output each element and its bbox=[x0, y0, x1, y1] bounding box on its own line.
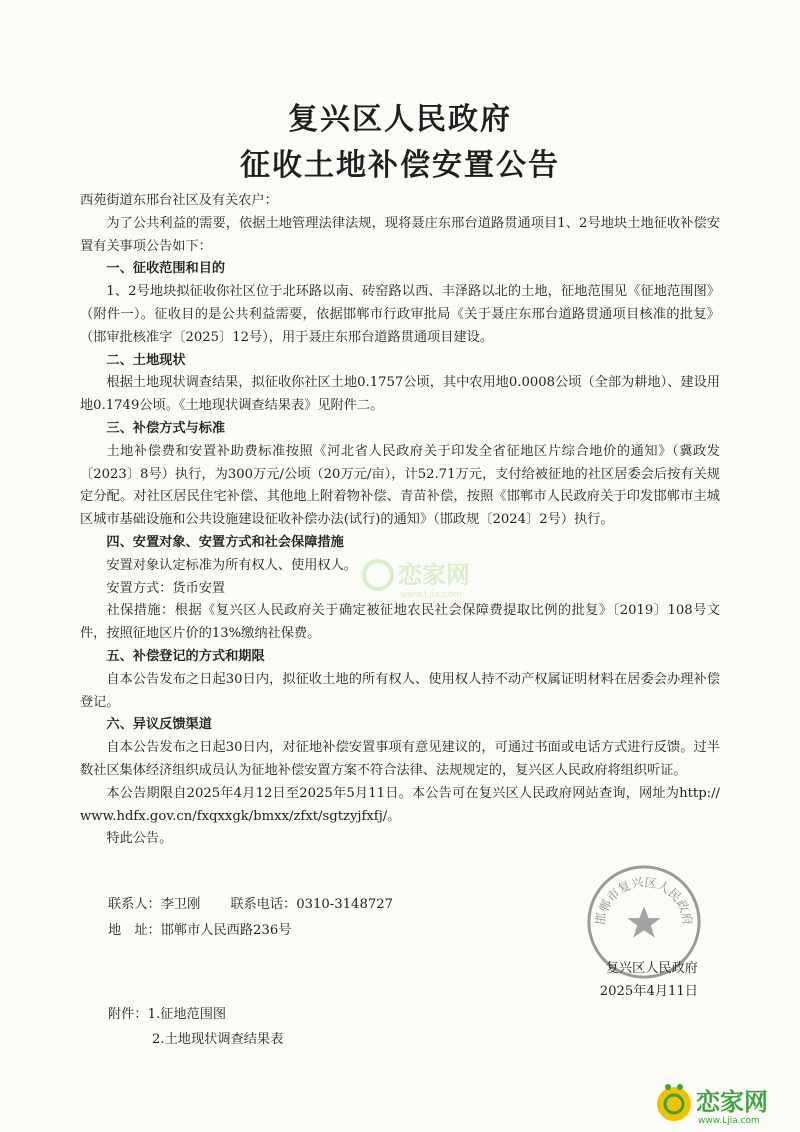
section-heading-3: 三、补偿方式与标准 bbox=[106, 420, 226, 436]
section-1-paragraph: 1、2号地块拟征收你社区位于北环路以南、砖窑路以西、丰泽路以北的土地，征地范围见《征地范围图》（附件一）。征收目的是公共利益需要，依据邯郸市行政审批局《关于聂庄东邢台道路贯通项目核准的批复》（邯审批核准字〔2025〕12号），用于聂庄东邢台道路贯通项目建设。 bbox=[80, 284, 720, 345]
section-4-paragraph-2: 安置方式：货币安置 bbox=[106, 580, 226, 596]
snail-mascot-icon bbox=[657, 1087, 691, 1121]
logo-url: www.Ljia.com bbox=[698, 1116, 760, 1126]
issue-date: 2025年4月11日 bbox=[599, 984, 698, 999]
phone-number: 0310-3148727 bbox=[296, 897, 393, 912]
section-3-paragraph: 土地补偿费和安置补助费标准按照《河北省人民政府关于印发全省征地区片综合地价的通知》（冀政发〔2023〕8号）执行，为300万元/公顷（20万元/亩），计52.71万元，支付给被征地的社区居委会后按有关规定分配。对社区居民住宅补偿、其他地上附着物补偿、青苗补偿，按照《邯郸市人民政府关于印发邯郸市主城区城市基础设施和公共设施建设征收补偿办法(试行)的通知》（邯政规〔2024〕2号）执行。 bbox=[80, 443, 720, 528]
seal-star-icon bbox=[627, 906, 660, 937]
section-heading-6: 六、异议反馈渠道 bbox=[106, 717, 212, 733]
document-subtitle: 征收土地补偿安置公告 bbox=[240, 148, 560, 183]
salutation: 西苑街道东邢台社区及有关农户： bbox=[80, 193, 278, 208]
notice-period-paragraph: 本公告期限自2025年4月12日至2025年5月11日。本公告可在复兴区人民政府网站查询，网址为http://www.hdfx.gov.cn/fxqxxgk/bmxx/zfxt/sgtzyjfxfj/。 bbox=[80, 785, 720, 824]
contact-name: 李卫刚 bbox=[160, 897, 201, 912]
address-label: 地 址： bbox=[108, 923, 161, 938]
logo-text: 恋家网 bbox=[696, 1088, 768, 1116]
intro-paragraph: 为了公共利益的需要，依据土地管理法律法规，现将聂庄东邢台道路贯通项目1、2号地块土地征收补偿安置有关事项公告如下： bbox=[80, 215, 720, 254]
address-value: 邯郸市人民西路236号 bbox=[160, 923, 292, 938]
address-line bbox=[108, 919, 291, 938]
attachment-label: 附件： bbox=[108, 1007, 148, 1022]
watermark-text: 恋家网 bbox=[398, 561, 470, 589]
watermark-url: www.Ljia.com bbox=[400, 590, 462, 600]
seal-text: 邯郸市复兴区人民政府 bbox=[593, 875, 695, 927]
section-5-paragraph: 自本公告发布之日起30日内，拟征收土地的所有权人、使用权人持不动产权属证明材料在居委会办理补偿登记。 bbox=[80, 671, 720, 710]
section-heading-5: 五、补偿登记的方式和期限 bbox=[106, 648, 265, 664]
section-2-paragraph: 根据土地现状调查结果，拟征收你社区土地0.1757公顷，其中农用地0.0008公顷（全部为耕地）、建设用地0.1749公顷。《土地现状调查结果表》见附件二。 bbox=[80, 375, 720, 414]
document-body bbox=[80, 190, 720, 851]
watermark-logo-icon bbox=[364, 561, 392, 589]
section-4-paragraph-1: 安置对象认定标准为所有权人、使用权人。 bbox=[106, 557, 357, 573]
attachment-1-text: 1.征地范围图 bbox=[147, 1007, 227, 1022]
attachment-2: 2.土地现状调查结果表 bbox=[152, 1032, 284, 1047]
contact-line bbox=[108, 893, 393, 912]
section-4-paragraph-3: 社保措施：根据《复兴区人民政府关于确定被征地农民社会保障费提取比例的批复》〔2019〕108号文件，按照征地区片价的13%缴纳社保费。 bbox=[80, 603, 720, 642]
section-heading-4: 四、安置对象、安置方式和社会保障措施 bbox=[106, 534, 344, 550]
watermark bbox=[360, 555, 500, 601]
closing-text: 特此公告。 bbox=[106, 831, 173, 847]
section-6-paragraph: 自本公告发布之日起30日内，对征地补偿安置事项有意见建议的，可通过书面或电话方式进行反馈。过半数社区集体经济组织成员认为征地补偿安置方案不符合法律、法规规定的，复兴区人民政府将组织听证。 bbox=[80, 740, 720, 778]
contact-label: 联系人： bbox=[108, 897, 161, 912]
site-logo bbox=[652, 1080, 792, 1126]
document-title: 复兴区人民政府 bbox=[288, 102, 512, 137]
issuer-name: 复兴区人民政府 bbox=[605, 961, 698, 976]
section-heading-1: 一、征收范围和目的 bbox=[106, 261, 226, 277]
section-heading-2: 二、土地现状 bbox=[106, 352, 186, 368]
attachment-1 bbox=[108, 1003, 226, 1027]
phone-label: 联系电话： bbox=[230, 897, 297, 912]
